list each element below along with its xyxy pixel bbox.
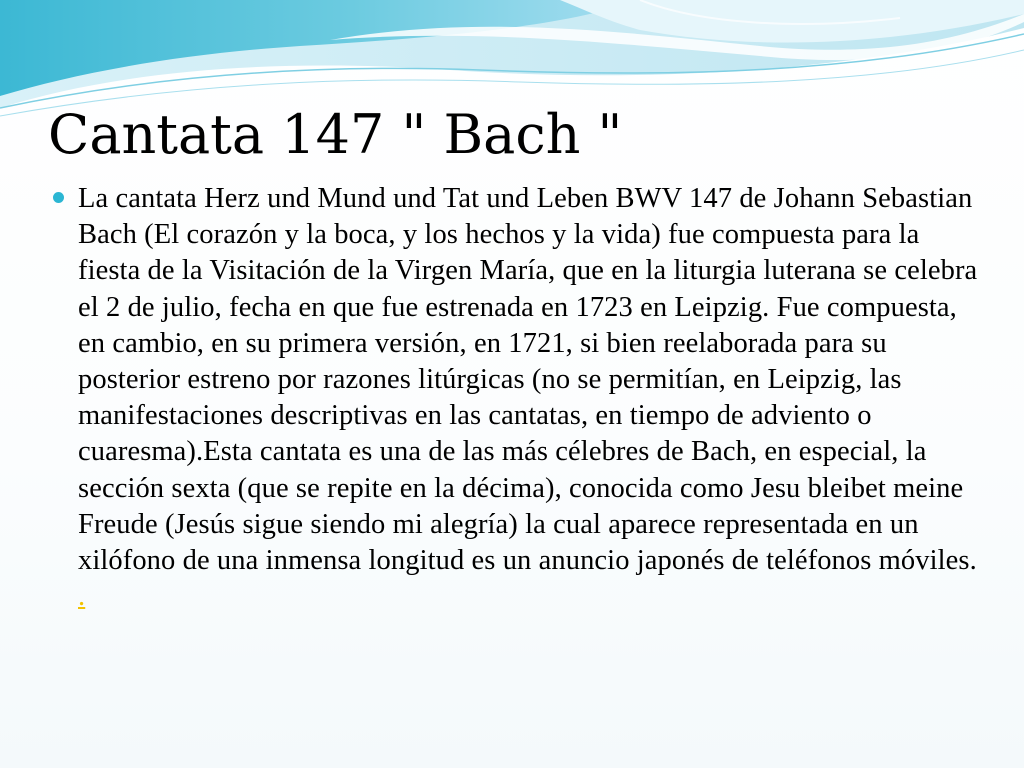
bullet-text: La cantata Herz und Mund und Tat und Leben BWV 147 de Johann Sebastian Bach (El corazón y la boca, y los hechos y la vida) fue compuesta para la fiesta de la Visitación de la Virgen María, que en la liturgia luterana se celebra el 2 de julio, fecha en que fue estrenada en 1723 en Leipzig. Fue compuesta, en cambio, en su primera versión, en 1721, si bien reelaborada para su posterior estreno por razones litúrgicas (no se permitían, en Leipzig, las manifestaciones descriptivas en las cantatas, en tiempo de adviento o cuaresma).Esta cantata es una de las más célebres de Bach, en especial, la sección sexta (que se repite en la décima), conocida como Jesu bleibet meine Freude (Jesús sigue siendo mi alegría) la cual aparece representada en un xilófono de una inmensa longitud es un anuncio japonés de teléfonos móviles. <box>78 183 978 577</box>
bullet-item <box>50 181 985 615</box>
slide-content <box>50 181 985 615</box>
slide-title: Cantata 147 " Bach " <box>48 103 623 166</box>
bullet-paragraph <box>78 181 985 615</box>
bullet-icon <box>53 192 64 203</box>
trailing-link[interactable]: . <box>78 581 86 613</box>
